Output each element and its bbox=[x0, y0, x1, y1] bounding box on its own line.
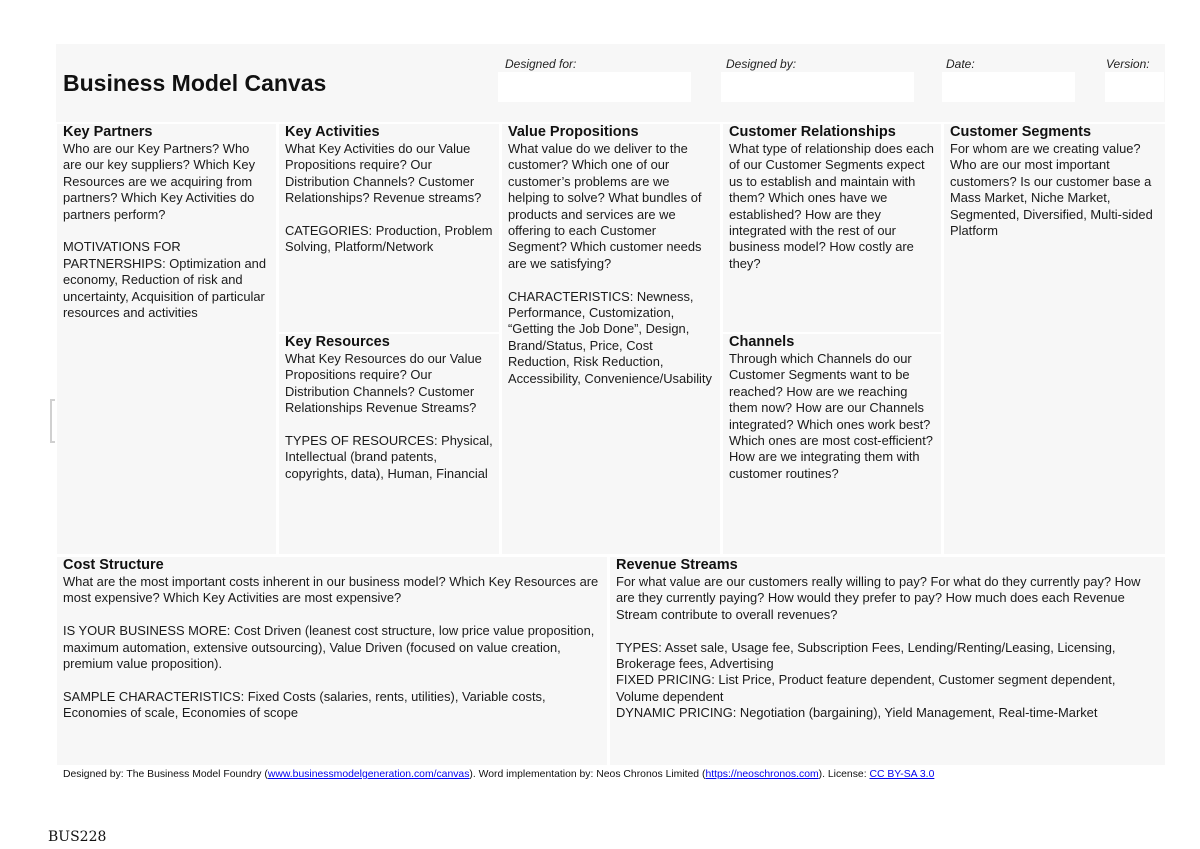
cost-structure-title: Cost Structure bbox=[63, 557, 164, 573]
designed-by-label: Designed by: bbox=[726, 57, 797, 71]
license-link[interactable]: CC BY-SA 3.0 bbox=[869, 769, 935, 780]
key-activities-title: Key Activities bbox=[285, 124, 380, 140]
channels-questions: Through which Channels do our Customer Segments want to be reached? How are we reaching them now? How are our Channels integrated? Which ones work best? Which ones are most cost-efficient? How are we integrating them with customer routines? bbox=[729, 351, 933, 481]
revenue-streams-title: Revenue Streams bbox=[616, 557, 738, 573]
cost-structure-questions: What are the most important costs inherent in our business model? Which Key Resources are most expensive? Which Key Activities are most expensive? bbox=[63, 574, 599, 606]
customer-segments-block bbox=[944, 124, 1165, 554]
key-partners-questions: Who are our Key Partners? Who are our key suppliers? Which Key Resources are we acquiring from partners? Which Key Activities do partners perform? bbox=[63, 141, 256, 222]
key-activities-questions: What Key Activities do our Value Propositions require? Our Distribution Channels? Customer Relationships? Revenue streams? bbox=[285, 141, 482, 206]
revenue-streams-dynamic-pricing: DYNAMIC PRICING: Negotiation (bargaining), Yield Management, Real-time-Market bbox=[616, 705, 1098, 721]
page-label: BUS228 bbox=[48, 829, 107, 845]
cost-structure-block bbox=[57, 557, 607, 765]
customer-relationships-title: Customer Relationships bbox=[729, 124, 896, 140]
key-activities-categories: CATEGORIES: Production, Problem Solving, Platform/Network bbox=[285, 223, 493, 255]
version-label: Version: bbox=[1106, 57, 1150, 71]
key-partners-motivations: MOTIVATIONS FOR PARTNERSHIPS: Optimization and economy, Reduction of risk and uncertainty, Acquisition of particular resources and activities bbox=[63, 239, 266, 321]
canvas-title: Business Model Canvas bbox=[63, 70, 327, 96]
revenue-streams-fixed-pricing: FIXED PRICING: List Price, Product feature dependent, Customer segment dependent, Volume dependent bbox=[616, 672, 1116, 704]
margin-bracket-mark bbox=[50, 399, 55, 443]
value-propositions-block bbox=[502, 124, 720, 554]
channels-title: Channels bbox=[729, 334, 795, 350]
neos-chronos-link[interactable]: https://neoschronos.com bbox=[705, 769, 819, 780]
key-resources-types: TYPES OF RESOURCES: Physical, Intellectual (brand patents, copyrights, data), Human, Financial bbox=[285, 433, 493, 481]
revenue-streams-block bbox=[610, 557, 1165, 765]
designed-for-field[interactable] bbox=[498, 72, 691, 102]
value-propositions-questions: What value do we deliver to the customer? Which one of our customer’s problems are we helping to solve? What bundles of products and services are we offering to each Customer Segment? Which customer needs are we satisfying? bbox=[508, 141, 702, 271]
license-prefix: ). License: bbox=[818, 769, 870, 780]
cost-structure-business-type: IS YOUR BUSINESS MORE: Cost Driven (leanest cost structure, low price value proposition, maximum automation, extensive outsourcing), Value Driven (focused on value creation, premium value proposition). bbox=[63, 623, 595, 672]
key-activities-block bbox=[279, 124, 499, 332]
date-label: Date: bbox=[946, 57, 975, 71]
customer-segments-questions: For whom are we creating value? Who are our most important customers? Is our customer base a Mass Market, Niche Market, Segmented, Diversified, Multi-sided Platform bbox=[950, 141, 1153, 239]
business-model-foundry-link[interactable]: www.businessmodelgeneration.com/canvas bbox=[267, 769, 470, 780]
value-propositions-title: Value Propositions bbox=[508, 124, 639, 140]
cost-structure-characteristics: SAMPLE CHARACTERISTICS: Fixed Costs (salaries, rents, utilities), Variable costs, Economies of scale, Economies of scope bbox=[63, 688, 546, 721]
key-resources-title: Key Resources bbox=[285, 334, 390, 350]
channels-block bbox=[723, 334, 941, 554]
value-propositions-characteristics: CHARACTERISTICS: Newness, Performance, Customization, “Getting the Job Done”, Design, Brand/Status, Price, Cost Reduction, Risk Reduction, Accessibility, Convenience/Usability bbox=[508, 288, 712, 386]
customer-segments-title: Customer Segments bbox=[950, 124, 1092, 140]
customer-relationships-questions: What type of relationship does each of our Customer Segments expect us to establish and maintain with them? Which ones have we established? How are they integrated with the rest of our business model? How costly are they? bbox=[729, 141, 934, 271]
revenue-streams-questions: For what value are our customers really willing to pay? For what do they currently pay? How are they currently paying? How would they prefer to pay? How much does each Revenue Stream contribute to overall revenues? bbox=[616, 574, 1141, 622]
canvas-credits bbox=[63, 769, 934, 780]
designed-for-label: Designed for: bbox=[505, 57, 577, 71]
key-partners-title: Key Partners bbox=[63, 124, 153, 140]
date-field[interactable] bbox=[942, 72, 1075, 102]
credits-middle: ). Word implementation by: Neos Chronos Limited ( bbox=[469, 769, 706, 780]
key-partners-block bbox=[57, 124, 276, 554]
credits-prefix: Designed by: The Business Model Foundry ( bbox=[63, 769, 268, 780]
revenue-streams-types: TYPES: Asset sale, Usage fee, Subscription Fees, Lending/Renting/Leasing, Licensing, Brokerage fees, Advertising bbox=[616, 639, 1116, 672]
designed-by-field[interactable] bbox=[721, 72, 914, 102]
customer-relationships-block bbox=[723, 124, 941, 332]
key-resources-questions: What Key Resources do our Value Propositions require? Our Distribution Channels? Customer Relationships Revenue Streams? bbox=[285, 351, 482, 416]
key-resources-block bbox=[279, 334, 499, 554]
version-field[interactable] bbox=[1105, 72, 1164, 102]
